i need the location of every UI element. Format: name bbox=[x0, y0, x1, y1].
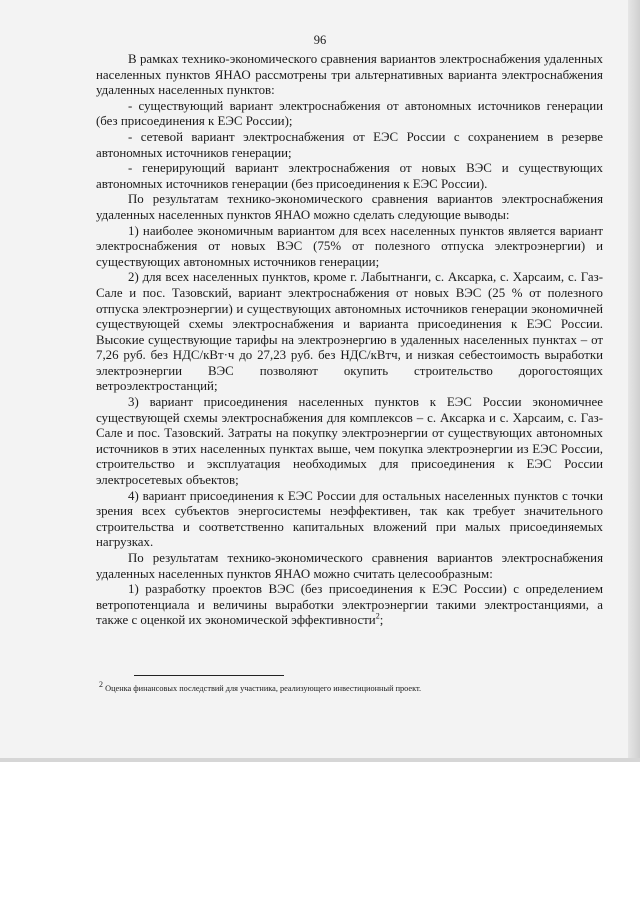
body-text bbox=[96, 52, 603, 629]
list-item-existing-option: - существующий вариант электроснабжения от автономных источников генерации (без присоединения к ЕЭС России); bbox=[96, 98, 603, 129]
page-number: 96 bbox=[313, 33, 327, 47]
recommendation-1 bbox=[96, 582, 603, 629]
recommendation-1-tail: ; bbox=[379, 613, 384, 628]
conclusion-1: 1) наиболее экономичным вариантом для всех населенных пунктов является вариант электроснабжения от новых ВЭС (75% от полезного отпуска электроэнергии) и существующих автономных источников генерации; bbox=[96, 223, 603, 269]
paragraph-recommendations-intro: По результатам технико-экономического сравнения вариантов электроснабжения удаленных населенных пунктов ЯНАО можно считать целесообразным: bbox=[96, 551, 603, 581]
page-edge-shadow bbox=[628, 0, 640, 762]
list-item-generating-option: - генерирующий вариант электроснабжения от новых ВЭС и существующих автономных источников генерации (без присоединения к ЕЭС России). bbox=[96, 161, 603, 191]
conclusion-3: 3) вариант присоединения населенных пунктов к ЕЭС России экономичнее существующей схемы электроснабжения для комплексов – с. Аксарка и с. Харсаим, с. Газ-Сале и пос. Тазовский. Затраты на покупку электроэнергии от существующих автономных источников в этих населенных пунктах выше, чем покупка электроэнергии из ЕЭС России, строительство и эксплуатация необходимых для присоединения к ЕЭС России электросетевых объектов; bbox=[96, 395, 603, 488]
paragraph-intro: В рамках технико-экономического сравнения вариантов электроснабжения удаленных населенных пунктов ЯНАО рассмотрены три альтернативных варианта электроснабжения удаленных населенных пунктов: bbox=[96, 52, 603, 98]
page-bottom-edge bbox=[0, 758, 640, 762]
footnote-text: Оценка финансовых последствий для участника, реализующего инвестиционный проект. bbox=[105, 684, 422, 693]
list-item-grid-option: - сетевой вариант электроснабжения от ЕЭС России с сохранением в резерве автономных источников генерации; bbox=[96, 129, 603, 160]
footnote-separator bbox=[134, 675, 284, 676]
footnote-reference: 2 bbox=[375, 612, 380, 622]
conclusion-2: 2) для всех населенных пунктов, кроме г. Лабытнанги, с. Аксарка, с. Харсаим, с. Газ-Сале и пос. Тазовский, вариант электроснабжения от новых ВЭС (25 % от полезного отпуска электроэнергии) и существующих автономных источников генерации экономичней существующей схемы электроснабжения и варианта присоединения к ЕЭС России. Высокие существующие тарифы на электроэнергию в удаленных населенных пунктах – от 7,26 руб. без НДС/кВт·ч до 27,23 руб. без НДС/кВтч, и низкая себестоимость выработки электроэнергии ВЭС позволяют окупить строительство дорогостоящих ветроэлектростанций; bbox=[96, 270, 603, 394]
footnote bbox=[99, 680, 599, 694]
recommendation-1-text: 1) разработку проектов ВЭС (без присоединения к ЕЭС России) с определением ветропотенциала и величины выработки электроэнергии такими электростанциями, а также с оценкой их экономической эффективности bbox=[96, 582, 603, 628]
footnote-marker: 2 bbox=[99, 680, 103, 690]
paragraph-conclusions-intro: По результатам технико-экономического сравнения вариантов электроснабжения удаленных населенных пунктов ЯНАО можно сделать следующие выводы: bbox=[96, 192, 603, 222]
conclusion-4: 4) вариант присоединения к ЕЭС России для остальных населенных пунктов с точки зрения всех субъектов энергосистемы неэффективен, так как требует значительного строительства и соответственно капитальных вложений при малых присоединяемых нагрузках. bbox=[96, 488, 603, 550]
